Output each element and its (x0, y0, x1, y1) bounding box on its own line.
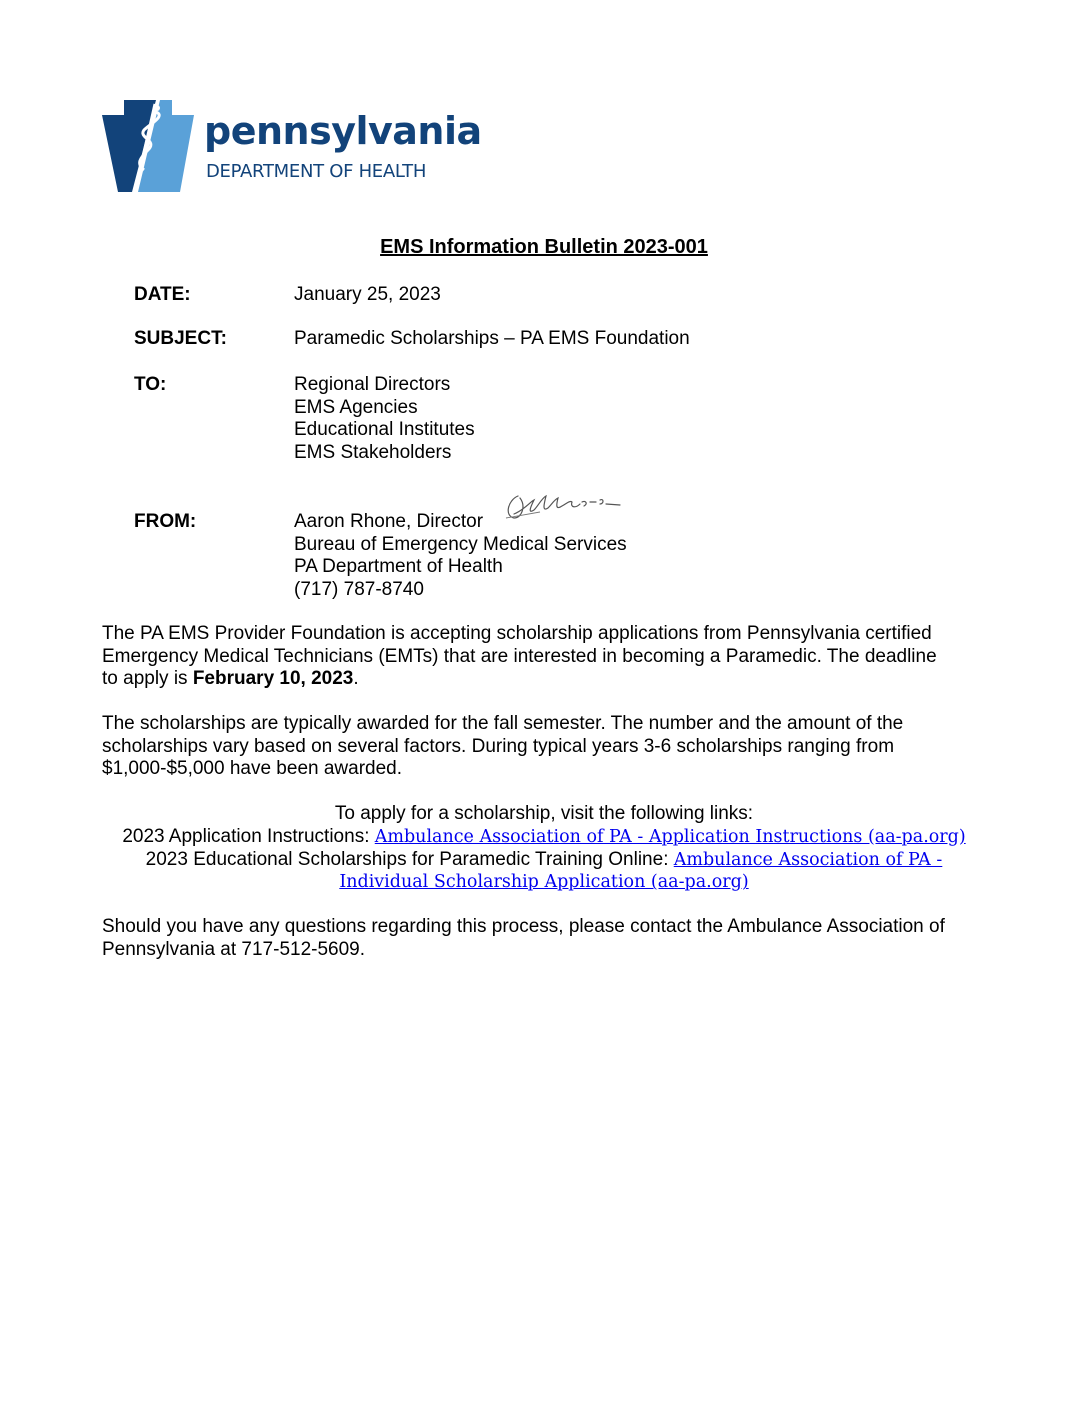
paragraph-line: Should you have any questions regarding this process, please contact the Ambulance Association of (102, 916, 945, 937)
to-line: Regional Directors (294, 374, 451, 395)
from-line: PA Department of Health (294, 556, 503, 577)
date-label: DATE: (134, 284, 191, 305)
subject-label: SUBJECT: (134, 328, 227, 349)
link-row-application-cont (0, 871, 1088, 894)
to-line: EMS Stakeholders (294, 441, 452, 463)
to-recipients (294, 374, 475, 464)
paragraph-line: The PA EMS Provider Foundation is accepting scholarship applications from Pennsylvania certified (102, 623, 932, 644)
link-row-application (0, 849, 1088, 872)
paragraph-line: $1,000-$5,000 have been awarded. (102, 758, 403, 779)
pa-health-logo (100, 100, 480, 195)
paragraph-line: The scholarships are typically awarded for the fall semester. The number and the amount of the (102, 713, 904, 734)
from-label: FROM: (134, 511, 197, 532)
deadline-lead-text: to apply is (102, 668, 193, 689)
paragraph-line: Pennsylvania at 717-512-5609. (102, 938, 366, 960)
application-links (0, 803, 1088, 894)
to-line: EMS Agencies (294, 396, 418, 418)
scholarship-application-link-cont[interactable]: Individual Scholarship Application (aa-pa.org) (339, 872, 749, 893)
deadline-date: February 10, 2023 (192, 668, 354, 689)
paragraph-line (102, 668, 982, 691)
link-row-instructions (0, 826, 1088, 849)
from-line: Aaron Rhone, Director (294, 511, 484, 532)
paragraph-deadline (102, 623, 982, 691)
to-label: TO: (134, 374, 167, 395)
subject-value: Paramedic Scholarships – PA EMS Foundation (294, 328, 690, 349)
link-prefix: 2023 Educational Scholarships for Paramedic Training Online: (145, 848, 674, 870)
bulletin-title: EMS Information Bulletin 2023-001 (380, 236, 708, 258)
paragraph-awards (102, 713, 982, 781)
logo-department: DEPARTMENT OF HEALTH (206, 161, 427, 182)
from-line: Bureau of Emergency Medical Services (294, 533, 627, 555)
deadline-period: . (353, 668, 359, 689)
application-instructions-link[interactable]: Ambulance Association of PA - Application Instructions (aa-pa.org) (374, 826, 966, 847)
signature-image (500, 488, 625, 524)
paragraph-contact (102, 916, 982, 961)
scholarship-application-link[interactable]: Ambulance Association of PA - (673, 849, 943, 870)
from-sender (294, 511, 627, 601)
links-intro: To apply for a scholarship, visit the following links: (334, 803, 754, 824)
logo-wordmark: pennsylvania (204, 109, 482, 153)
date-value: January 25, 2023 (294, 284, 441, 305)
paragraph-line: scholarships vary based on several factors. During typical years 3-6 scholarships ranging from (102, 735, 895, 757)
keystone-caduceus-icon (100, 100, 200, 195)
link-prefix: 2023 Application Instructions: (122, 825, 375, 847)
paragraph-line: Emergency Medical Technicians (EMTs) that are interested in becoming a Paramedic. The deadline (102, 645, 937, 667)
to-line: Educational Institutes (294, 419, 475, 440)
from-line: (717) 787-8740 (294, 578, 424, 600)
